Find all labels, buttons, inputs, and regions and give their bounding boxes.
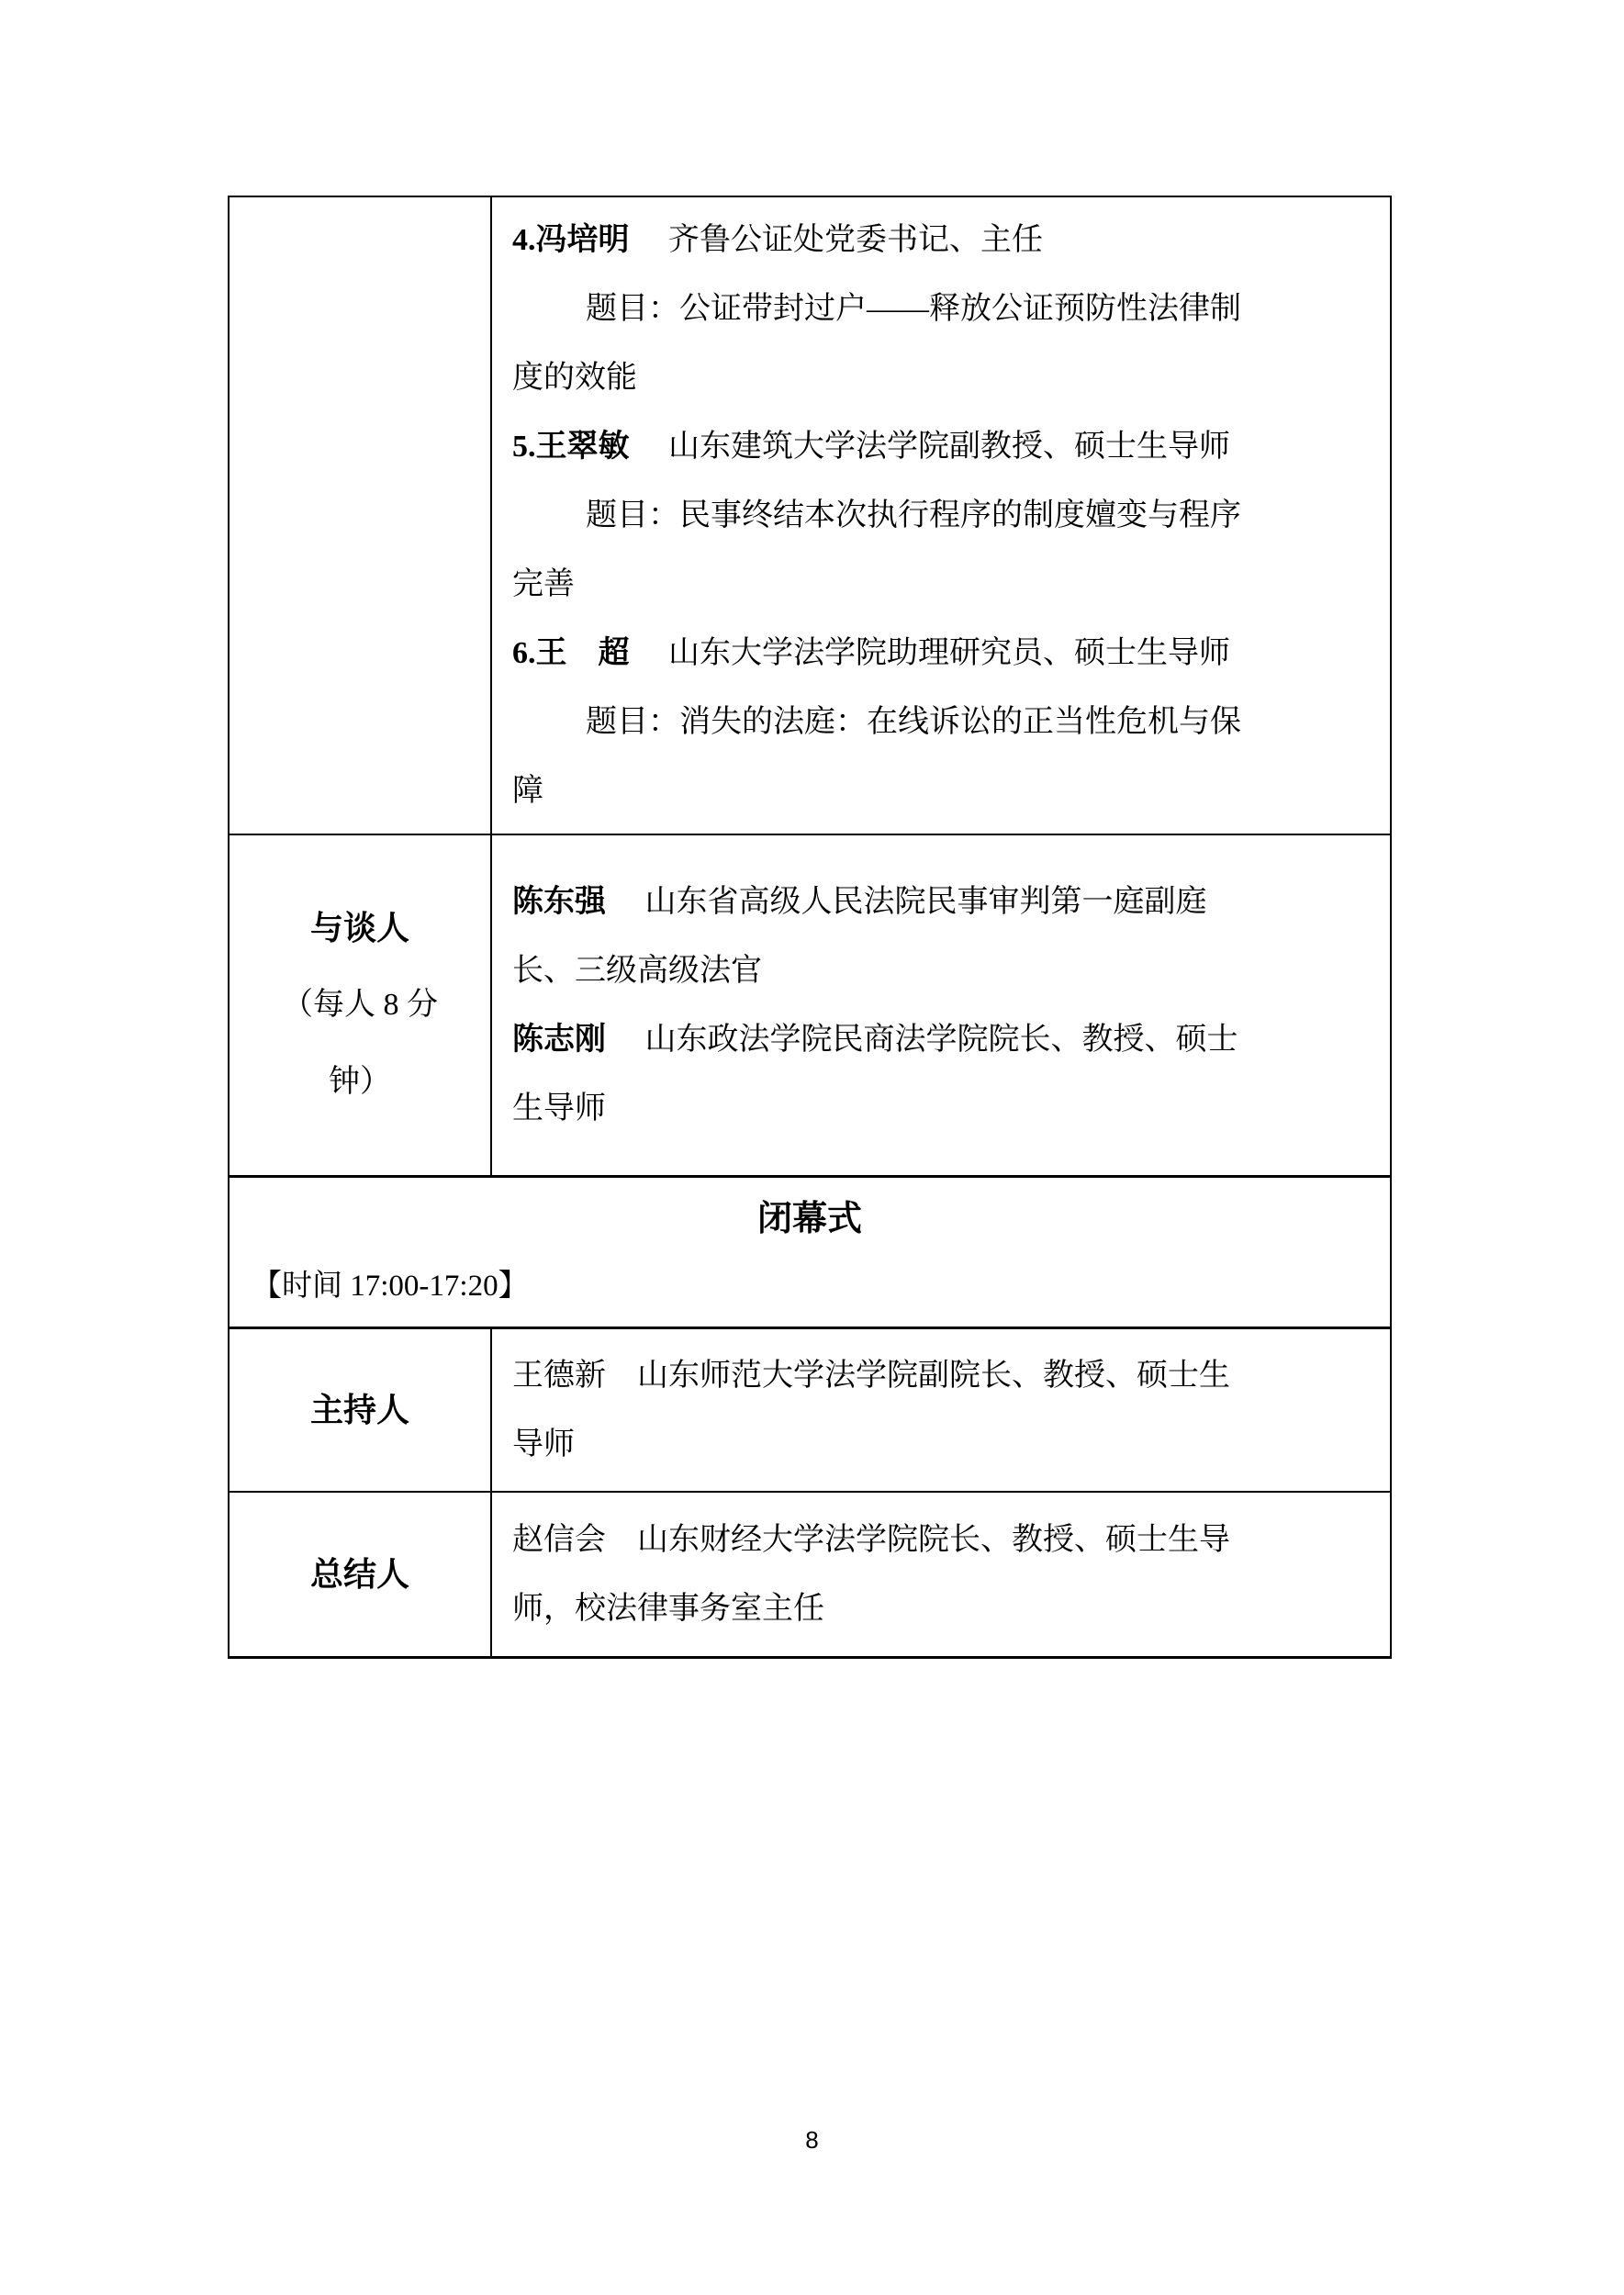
speaker-name: 6.王 超 — [512, 636, 630, 670]
content-line: 5.王翠敏 山东建筑大学法学院副教授、硕士生导师 — [512, 430, 1230, 464]
table-row-host — [230, 1327, 1390, 1491]
row-label-cell — [230, 1329, 492, 1491]
content-line: 长、三级高级法官 — [512, 954, 762, 988]
content-line: 题目：民事终结本次执行程序的制度嬗变与程序 — [586, 498, 1241, 532]
row-content-cell — [492, 835, 1390, 1175]
row-content-cell — [492, 197, 1390, 834]
speaker-name: 陈东强 — [512, 885, 606, 919]
speaker-name: 5.王翠敏 — [512, 430, 630, 464]
content-line: 题目：消失的法庭：在线诉讼的正当性危机与保 — [586, 705, 1241, 739]
row-label: 主持人 — [309, 1392, 409, 1428]
content-line: 生导师 — [512, 1092, 606, 1125]
table-row-discussants — [230, 834, 1390, 1175]
content-line: 赵信会 山东财经大学法学院院长、教授、硕士生导 — [512, 1523, 1230, 1557]
content-line: 师，校法律事务室主任 — [512, 1592, 824, 1626]
row-content-cell — [492, 1329, 1390, 1491]
row-label-cell — [230, 1493, 492, 1656]
content-line: 度的效能 — [512, 361, 637, 395]
row-label-cell — [230, 835, 492, 1175]
content-line: 障 — [512, 774, 543, 808]
closing-time: 【时间 17:00-17:20】 — [252, 1270, 529, 1303]
row-label-sub: 钟） — [329, 1065, 391, 1099]
row-label-cell — [230, 197, 492, 834]
content-line: 陈志刚 山东政法学院民商法学院院长、教授、硕士 — [512, 1023, 1238, 1057]
content-line: 王德新 山东师范大学法学院副院长、教授、硕士生 — [512, 1359, 1230, 1393]
schedule-table — [228, 196, 1392, 1659]
row-label-sub: （每人 8 分 — [282, 988, 438, 1022]
speaker-name: 陈志刚 — [512, 1023, 606, 1057]
speaker-name: 4.冯培明 — [512, 223, 630, 257]
content-line: 陈东强 山东省高级人民法院民事审判第一庭副庭 — [512, 885, 1207, 919]
content-line: 6.王 超 山东大学法学院助理研究员、硕士生导师 — [512, 636, 1230, 670]
page-number: 8 — [805, 2126, 819, 2154]
content-line: 4.冯培明 齐鲁公证处党委书记、主任 — [512, 223, 1043, 257]
content-line: 导师 — [512, 1427, 575, 1461]
content-line: 题目：公证带封过户——释放公证预防性法律制 — [586, 292, 1241, 326]
table-row-closing — [230, 1175, 1390, 1327]
table-row-summarizer — [230, 1491, 1390, 1656]
closing-title: 闭幕式 — [756, 1200, 862, 1238]
content-line: 完善 — [512, 567, 575, 601]
row-label: 总结人 — [309, 1556, 409, 1593]
table-row-speakers — [230, 197, 1390, 834]
row-label: 与谈人 — [309, 910, 409, 946]
row-content-cell — [492, 1493, 1390, 1656]
